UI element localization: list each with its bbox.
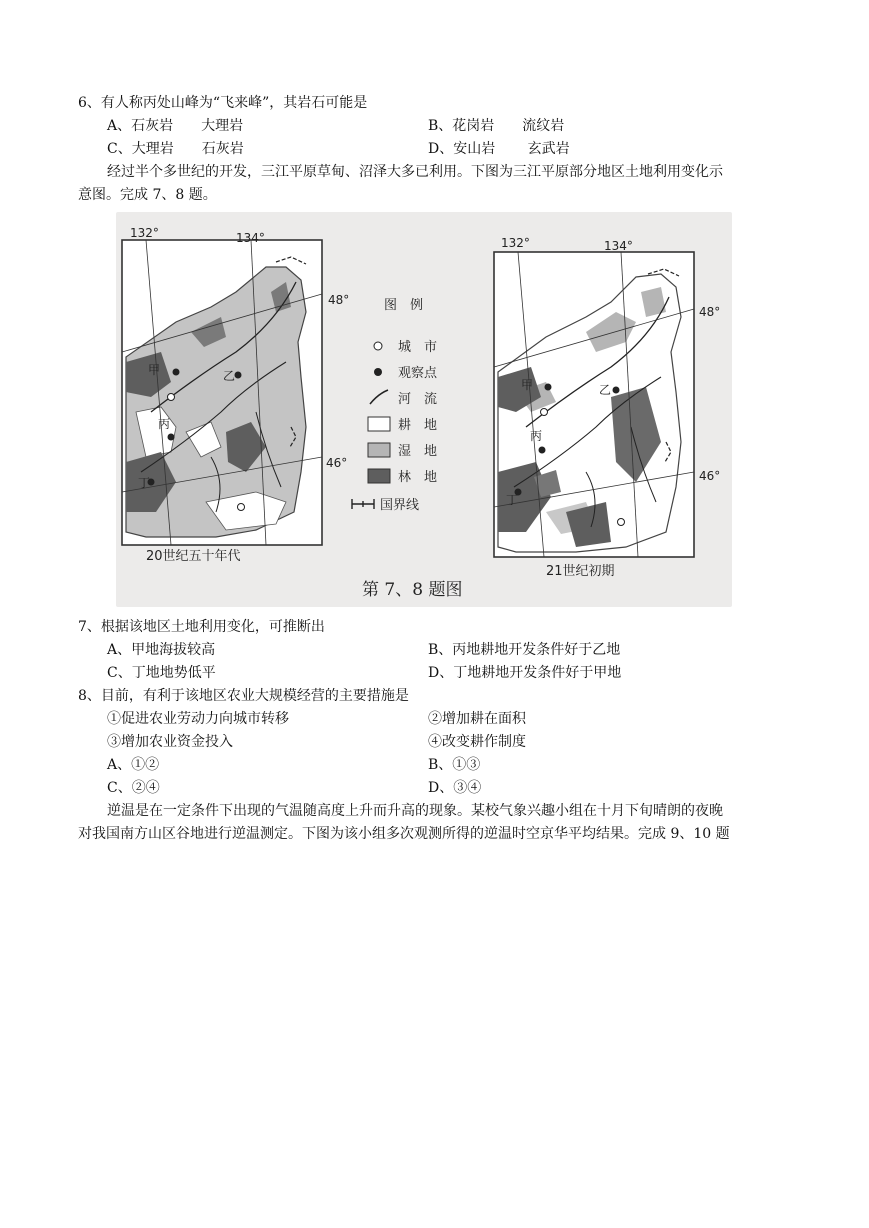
figure-title: 第 7、8 题图	[362, 580, 463, 600]
right-lat-48-label: 48°	[699, 305, 721, 319]
legend-city: 城 市	[398, 340, 438, 355]
land-use-change-figure	[116, 212, 732, 607]
question-8-stem: 8、目前，有利于该地区农业大规模经营的主要措施是	[78, 688, 409, 704]
city-marker	[618, 519, 625, 526]
question-6-option-d: D、安山岩 玄武岩	[428, 141, 570, 157]
legend-border-symbol	[352, 499, 374, 509]
city-marker	[541, 409, 548, 416]
legend-cropland: 耕 地	[398, 418, 438, 433]
left-lat-48-label: 48°	[328, 293, 350, 307]
question-8-statement-3: ③增加农业资金投入	[107, 734, 233, 750]
left-place-jia: 甲	[148, 363, 161, 377]
left-map	[122, 226, 349, 564]
intro-7-8-line-2: 意图。完成 7、8 题。	[78, 187, 217, 203]
observation-point-jia	[545, 384, 552, 391]
legend-cropland-symbol	[368, 417, 390, 431]
question-6-stem: 6、有人称丙处山峰为“飞来峰”，其岩石可能是	[78, 95, 368, 111]
right-lon-132-label: 132°	[501, 236, 530, 250]
question-8-option-a: A、①②	[107, 757, 160, 773]
legend-title: 图 例	[384, 298, 424, 313]
question-7-option-b: B、丙地耕地开发条件好于乙地	[428, 642, 621, 658]
right-lon-134-label: 134°	[604, 239, 633, 253]
legend-wetland: 湿 地	[398, 444, 438, 459]
question-8-statement-1: ①促进农业劳动力向城市转移	[107, 711, 289, 727]
left-place-ding: 丁	[138, 476, 151, 490]
intro-9-10-line-1: 逆温是在一定条件下出现的气温随高度上升而升高的现象。某校气象兴趣小组在十月下旬晴朗的夜晚	[107, 803, 723, 819]
question-7-option-c: C、丁地地势低平	[107, 665, 216, 681]
right-place-bing: 丙	[530, 429, 543, 443]
legend-wetland-symbol	[368, 443, 390, 457]
observation-point-bing	[539, 447, 546, 454]
observation-point-jia	[173, 369, 180, 376]
question-7-option-d: D、丁地耕地开发条件好于甲地	[428, 665, 622, 681]
intro-7-8-line-1: 经过半个多世纪的开发，三江平原草甸、沼泽大多已利用。下图为三江平原部分地区土地利用变化示	[107, 164, 723, 180]
right-place-ding: 丁	[506, 493, 519, 507]
question-7-option-a: A、甲地海拔较高	[107, 642, 216, 658]
question-7-stem: 7、根据该地区土地利用变化，可推断出	[78, 619, 325, 635]
city-marker	[238, 504, 245, 511]
legend	[352, 298, 438, 513]
question-8-option-c: C、②④	[107, 780, 160, 796]
legend-city-symbol	[374, 342, 382, 350]
land-use-maps	[116, 212, 732, 607]
question-8-statement-2: ②增加耕在面积	[428, 711, 526, 727]
question-6-option-b: B、花岗岩 流纹岩	[428, 118, 565, 134]
question-8-option-b: B、①③	[428, 757, 481, 773]
legend-border: 国界线	[380, 498, 420, 513]
question-8-option-d: D、③④	[428, 780, 482, 796]
question-8-statement-4: ④改变耕作制度	[428, 734, 526, 750]
right-map-caption: 21世纪初期	[546, 564, 615, 579]
observation-point-yi	[235, 372, 242, 379]
right-map	[494, 236, 720, 579]
left-lon-132-label: 132°	[130, 226, 159, 240]
observation-point-yi	[613, 387, 620, 394]
left-place-yi: 乙	[223, 369, 236, 383]
left-map-caption: 20世纪五十年代	[146, 549, 241, 564]
legend-forest-symbol	[368, 469, 390, 483]
right-lat-46-label: 46°	[699, 469, 721, 483]
legend-observation: 观察点	[398, 366, 438, 381]
left-lon-134-label: 134°	[236, 231, 265, 245]
legend-river: 河 流	[398, 392, 438, 407]
legend-forest: 林 地	[398, 470, 438, 485]
left-lat-46-label: 46°	[326, 456, 348, 470]
legend-observation-symbol	[374, 368, 382, 376]
intro-9-10-line-2: 对我国南方山区谷地进行逆温测定。下图为该小组多次观测所得的逆温时空京华平均结果。完成 9、10 题	[78, 826, 730, 842]
left-place-bing: 丙	[158, 417, 171, 431]
legend-river-symbol	[370, 390, 388, 404]
question-6-option-c: C、大理岩 石灰岩	[107, 141, 244, 157]
question-6-option-a: A、石灰岩 大理岩	[107, 118, 244, 134]
right-place-yi: 乙	[599, 383, 612, 397]
observation-point-bing	[168, 434, 175, 441]
right-place-jia: 甲	[521, 378, 534, 392]
city-marker	[168, 394, 175, 401]
